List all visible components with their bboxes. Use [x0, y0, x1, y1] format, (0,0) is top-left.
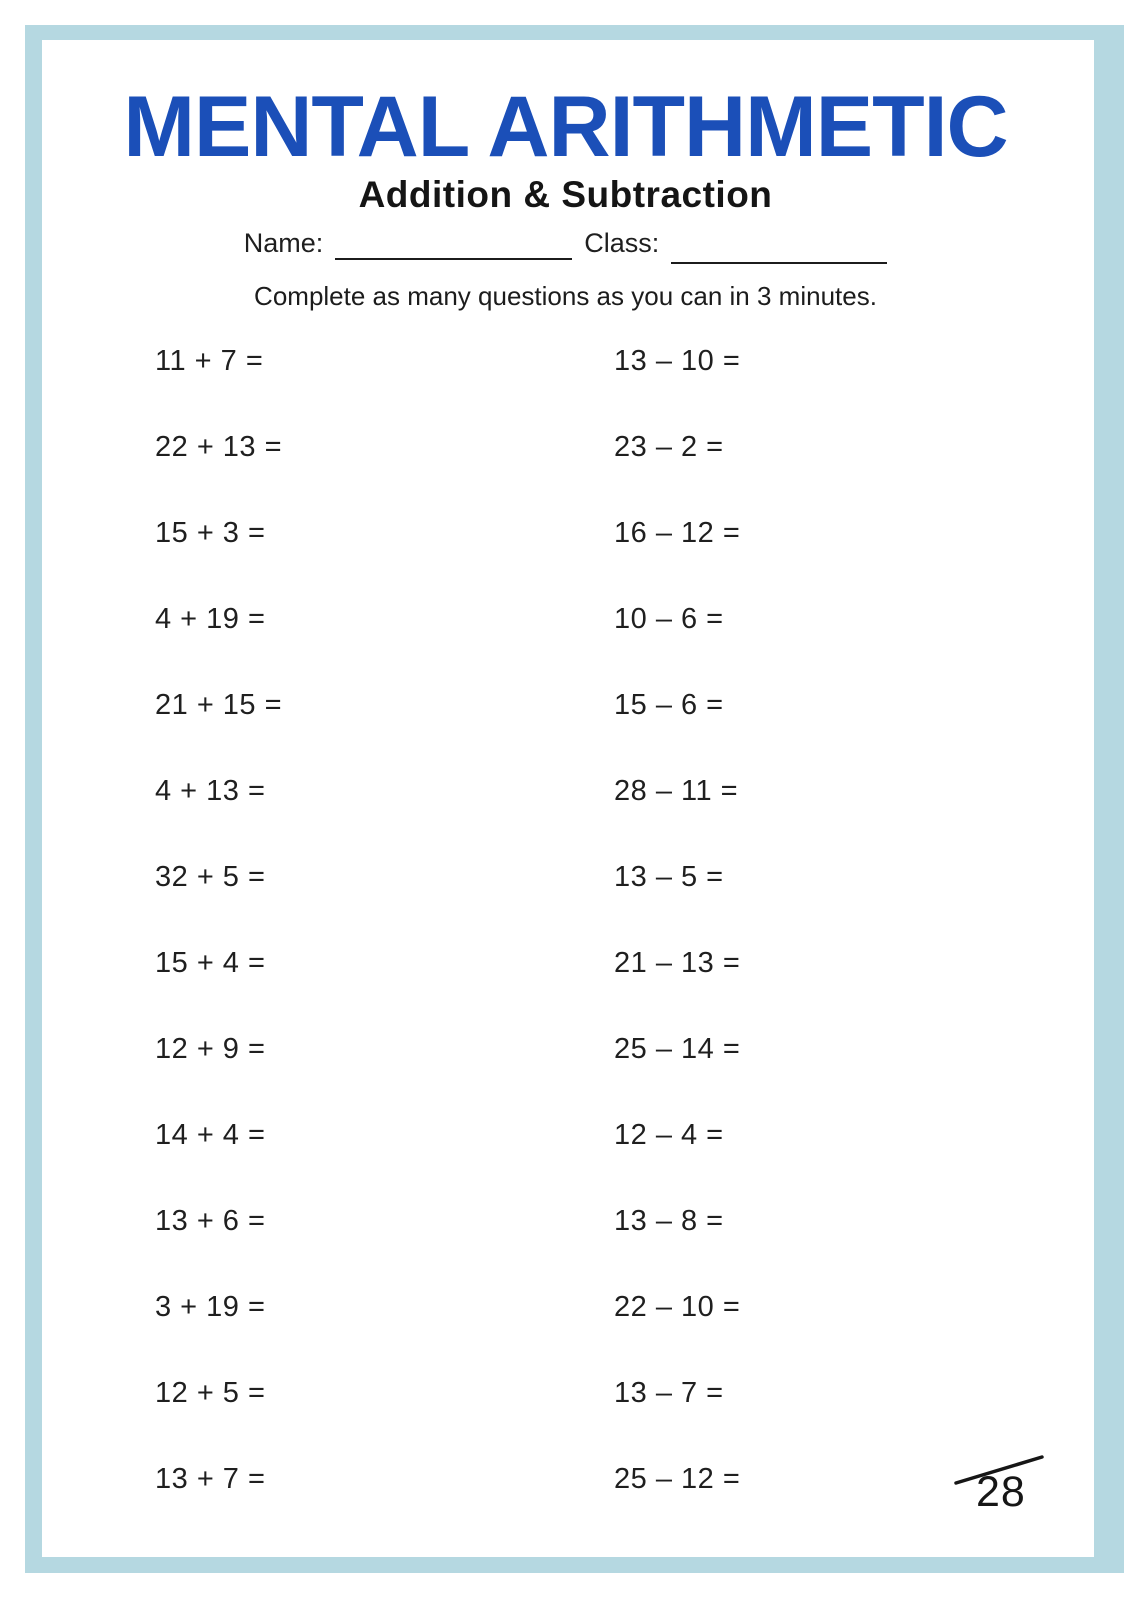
worksheet-title: MENTAL ARITHMETIC — [123, 79, 1008, 175]
problem-item: 3 + 19 = — [155, 1291, 266, 1323]
instruction-text: Complete as many questions as you can in 3 minutes. — [254, 281, 877, 311]
class-blank-line — [671, 230, 887, 264]
page-number: 28 — [976, 1468, 1026, 1516]
worksheet-subtitle: Addition & Subtraction — [358, 174, 773, 215]
problem-item: 25 – 14 = — [614, 1033, 741, 1065]
problem-item: 21 + 15 = — [155, 689, 283, 721]
problem-item: 10 – 6 = — [614, 603, 724, 635]
problem-item: 16 – 12 = — [614, 517, 741, 549]
name-label: Name: — [243, 228, 324, 258]
problem-item: 15 + 4 = — [155, 947, 266, 979]
problem-item: 28 – 11 = — [614, 775, 739, 807]
problem-item: 12 + 5 = — [155, 1377, 266, 1409]
problem-item: 32 + 5 = — [155, 861, 266, 893]
problem-item: 25 – 12 = — [614, 1463, 741, 1495]
problem-item: 13 + 6 = — [155, 1205, 266, 1237]
problem-item: 13 – 5 = — [614, 861, 724, 893]
class-label: Class: — [584, 228, 660, 258]
problem-item: 13 – 7 = — [614, 1377, 724, 1409]
page-number-block — [940, 1445, 1070, 1520]
problem-item: 4 + 13 = — [155, 775, 266, 807]
problem-item: 12 + 9 = — [155, 1033, 266, 1065]
problem-item: 15 + 3 = — [155, 517, 266, 549]
problem-item: 13 + 7 = — [155, 1463, 266, 1495]
problem-item: 13 – 10 = — [614, 345, 741, 377]
problem-item: 11 + 7 = — [155, 345, 264, 377]
name-class-row — [0, 226, 1131, 260]
problem-item: 22 + 13 = — [155, 431, 283, 463]
problem-item: 23 – 2 = — [614, 431, 724, 463]
name-blank-line — [335, 226, 572, 260]
problem-item: 15 – 6 = — [614, 689, 724, 721]
problem-item: 14 + 4 = — [155, 1119, 266, 1151]
problem-item: 4 + 19 = — [155, 603, 266, 635]
problem-item: 22 – 10 = — [614, 1291, 741, 1323]
problems-grid — [155, 346, 740, 1550]
problem-item: 12 – 4 = — [614, 1119, 724, 1151]
problem-item: 21 – 13 = — [614, 947, 741, 979]
problem-item: 13 – 8 = — [614, 1205, 724, 1237]
